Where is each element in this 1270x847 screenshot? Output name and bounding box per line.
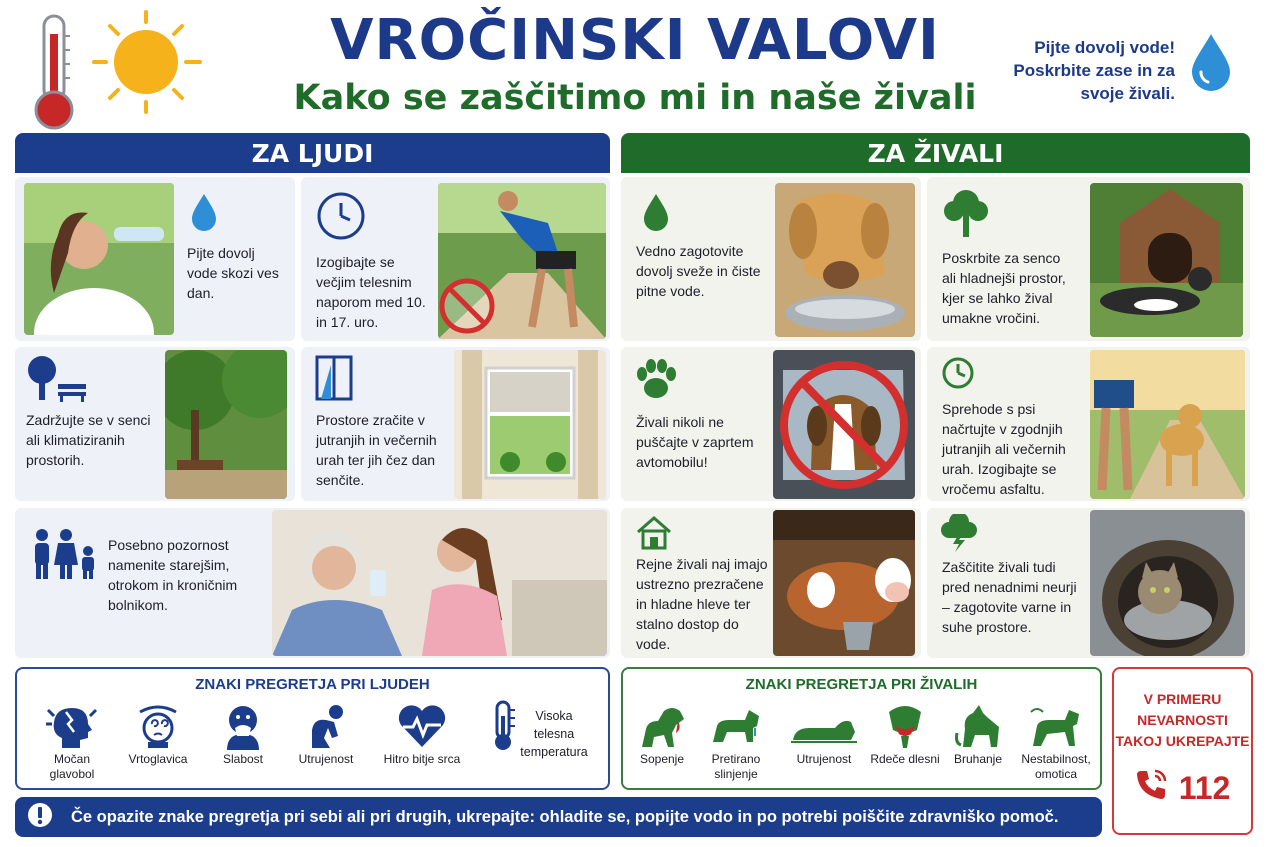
people-card-text: Zadržujte se v senci ali klimatiziranih prostorih.: [26, 412, 151, 468]
water-drop-icon: [1190, 32, 1232, 97]
sign-label: Utrujenost: [796, 752, 852, 766]
phone-icon: [1135, 767, 1169, 809]
dizziness-icon: [118, 700, 198, 752]
window-interior-photo: [454, 350, 606, 499]
sign-nausea: [205, 700, 281, 767]
sign-label: Rdeče dlesni: [870, 752, 940, 766]
exclamation-icon: [27, 802, 53, 833]
park-bench-photo: [165, 350, 287, 499]
thermometer-icon: [488, 700, 518, 757]
dog-walk-photo: [1090, 350, 1245, 499]
emergency-line: NEVARNOSTI: [1137, 712, 1228, 728]
water-drop-icon: [190, 192, 218, 232]
people-card-text: Izogibajte se večjim telesnim naporom med 10. in 17. uro.: [316, 254, 426, 330]
sign-label: Pretirano slinjenje: [711, 752, 761, 781]
dog-drinking-photo: [775, 183, 915, 337]
emergency-box: [1112, 667, 1253, 835]
sign-dizziness: [118, 700, 198, 767]
drooling-dog-icon: [698, 700, 774, 752]
sign-label: Vrtoglavica: [128, 752, 188, 766]
animal-card-text: Sprehode s psi načrtujte v zgodnjih jutranjih ali večernih urah. Izogibajte se vročemu asfaltu.: [942, 401, 1066, 497]
page-subtitle: Kako se zaščitimo mi in naše živali: [293, 78, 977, 118]
animal-card-text: Vedno zagotovite dovolj sveže in čiste pitne vode.: [636, 243, 761, 299]
sign-label: Sopenje: [639, 752, 685, 766]
footer-bar: [15, 797, 1102, 837]
emergency-text: [1114, 689, 1251, 752]
water-tip-line: Poskrbite zase in za: [1013, 61, 1175, 80]
sign-tired: [784, 700, 864, 767]
sign-vomiting: [942, 700, 1014, 767]
family-icon: [30, 527, 98, 581]
red-gums-icon: [866, 700, 944, 752]
people-signs-title: ZNAKI PREGRETJA PRI LJUDEH: [195, 676, 430, 693]
sign-label: Bruhanje: [953, 752, 1003, 766]
sign-label: Slabost: [222, 752, 264, 766]
lying-dog-icon: [784, 700, 864, 752]
animal-card-text: Rejne živali naj imajo ustrezno prezračene in hladne hleve ter stalno dostop do vode.: [636, 556, 768, 652]
sign-label: Visoka telesna temperatura: [520, 709, 588, 759]
headache-icon: [34, 700, 110, 752]
sign-label: Nestabilnost, omotica: [1021, 752, 1091, 781]
tree-icon: [942, 187, 990, 239]
vomiting-dog-icon: [942, 700, 1014, 752]
footer-text: Če opazite znake pregretja pri sebi ali pri drugih, ukrepajte: ohladite se, popijte vodo in po potrebi poiščite zdravniško pomoč.: [71, 807, 1059, 826]
animal-card-text: Zaščitite živali tudi pred nenadnimi neurji – zagotovite varne in suhe prostore.: [942, 559, 1077, 635]
sign-heartbeat: [375, 700, 469, 767]
sign-label: Utrujenost: [298, 752, 354, 766]
barn-icon: [636, 516, 672, 550]
water-tip-line: svoje živali.: [1080, 84, 1175, 103]
water-drop-icon: [642, 192, 670, 232]
fatigue-icon: [288, 700, 364, 752]
people-card-text: Pijte dovolj vode skozi ves dan.: [187, 245, 279, 301]
water-tip: [975, 36, 1175, 105]
sign-fatigue: [288, 700, 364, 767]
sign-label: Močan glavobol: [49, 752, 95, 781]
animal-card-text: Živali nikoli ne puščajte v zaprtem avtomobilu!: [636, 414, 754, 470]
sign-headache: [34, 700, 110, 782]
clock-icon: [316, 191, 366, 241]
emergency-line: TAKOJ UKREPAJTE: [1115, 733, 1250, 749]
cat-shelter-photo: [1090, 510, 1245, 656]
people-section-heading: ZA LJUDI: [15, 133, 610, 173]
grandmother-child-photo: [272, 510, 607, 656]
emergency-number-text: 112: [1178, 769, 1231, 806]
nausea-icon: [205, 700, 281, 752]
people-card-text: Posebno pozornost namenite starejšim, otrokom in kroničnim bolnikom.: [108, 537, 238, 613]
window-icon: [315, 355, 353, 401]
prohibited-icon: [438, 277, 496, 335]
panting-dog-icon: [626, 700, 698, 752]
sign-panting: [626, 700, 698, 767]
water-tip-line: Pijte dovolj vode!: [1034, 38, 1175, 57]
clock-icon: [941, 356, 975, 390]
dog-in-car-photo: [773, 350, 915, 499]
emergency-line: V PRIMERU: [1143, 691, 1222, 707]
sign-label: Hitro bitje srca: [383, 752, 461, 766]
sign-drooling: [698, 700, 774, 782]
unsteady-dog-icon: [1016, 700, 1096, 752]
heartbeat-icon: [375, 700, 469, 752]
storm-cloud-icon: [941, 514, 977, 552]
cows-barn-photo: [773, 510, 915, 656]
emergency-number[interactable]: [1114, 767, 1251, 809]
sign-red-gums: [866, 700, 944, 767]
woman-drinking-photo: [24, 183, 174, 335]
animal-card-text: Poskrbite za senco ali hladnejši prostor, kjer se lahko žival umakne vročini.: [942, 250, 1066, 326]
animals-section-heading: ZA ŽIVALI: [621, 133, 1250, 173]
tree-bench-icon: [24, 354, 88, 402]
dog-kennel-photo: [1090, 183, 1243, 337]
sign-unsteady: [1016, 700, 1096, 782]
people-card-text: Prostore zračite v jutranjih in večernih urah ter jih čez dan senčite.: [316, 412, 437, 488]
paw-icon: [634, 358, 678, 400]
page-title: VROČINSKI VALOVI: [330, 8, 940, 73]
animal-signs-title: ZNAKI PREGRETJA PRI ŽIVALIH: [745, 676, 978, 693]
